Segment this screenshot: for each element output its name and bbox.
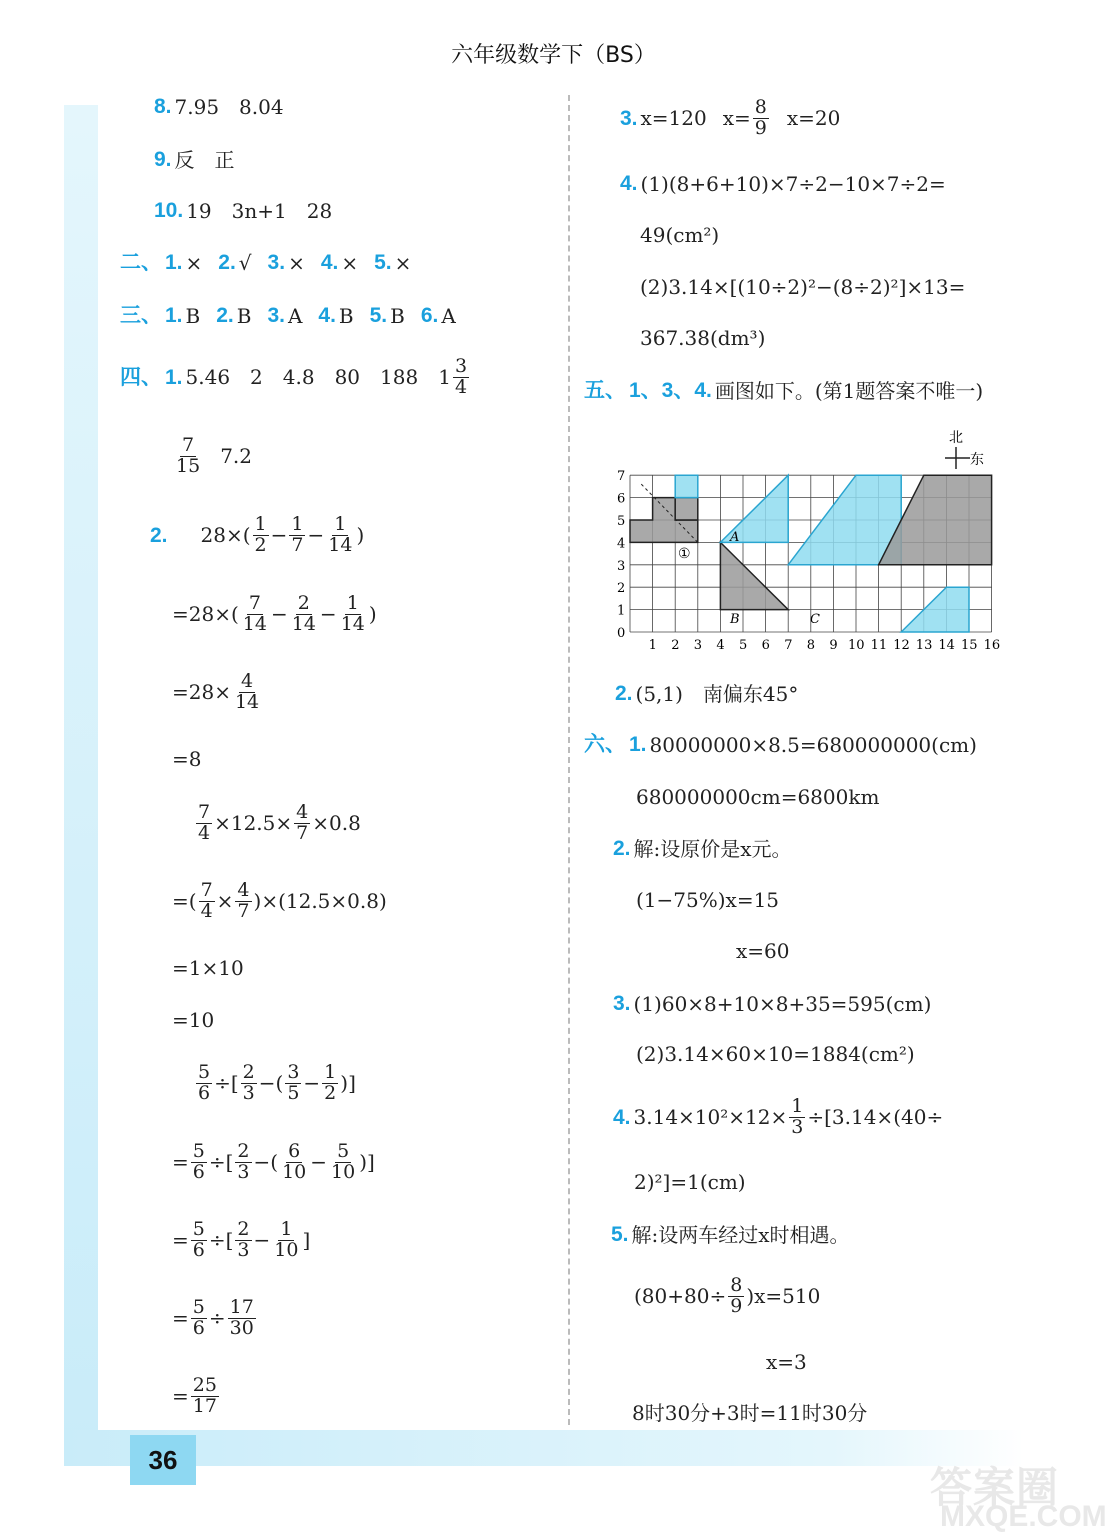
x-label: 11 — [870, 638, 888, 653]
answer-9: 9. 反 正 — [154, 147, 235, 172]
x-axis-labels — [649, 638, 1001, 653]
y-label: 5 — [617, 514, 626, 529]
y-label: 0 — [617, 626, 626, 641]
section-6-q4b: 2)²]=1(cm) — [634, 1170, 746, 1194]
y-label: 7 — [617, 469, 626, 485]
column-divider — [568, 95, 570, 1425]
bottom-decoration — [64, 1430, 1024, 1466]
calc-line-3: =28× $\frac{4}{14}$ — [172, 670, 260, 713]
calc-line-8: =10 — [172, 1008, 215, 1032]
compass-east: 东 — [970, 452, 984, 468]
calc-line-6: =( $\frac{7}{4}$ × $\frac{4}{7}$ )×(12.5×0.8) — [172, 879, 387, 922]
section-6-q2: 2. 解:设原价是x元。 — [613, 836, 792, 861]
x-label: 13 — [915, 638, 933, 653]
section-5: 五、 1、3、4. 画图如下。(第1题答案不唯一) — [584, 378, 984, 403]
r-answer-4d: 367.38(dm³) — [640, 326, 766, 350]
x-label: 4 — [716, 638, 725, 653]
watermark-cn: 答案圈 — [930, 1464, 1060, 1511]
page-number: 36 — [130, 1435, 196, 1485]
section-6-q5d: 8时30分+3时=11时30分 — [632, 1401, 868, 1425]
r-section-5-q2: 2. (5,1) 南偏东45° — [615, 681, 799, 706]
x-label: 14 — [938, 638, 955, 653]
point-c-label: C — [810, 612, 820, 627]
calc-line-7: =1×10 — [172, 956, 244, 980]
point-a-label: A — [730, 530, 740, 545]
section-6-q3b: (2)3.14×60×10=1884(cm²) — [636, 1042, 915, 1066]
y-label: 2 — [617, 581, 626, 597]
section-6-q2b: (1−75%)x=15 — [636, 888, 780, 912]
x-label: 12 — [893, 638, 910, 653]
answer-10: 10. 19 3n+1 28 — [154, 198, 333, 223]
shape-1-rotated — [675, 475, 698, 497]
r-answer-4b: 49(cm²) — [640, 223, 720, 247]
calc-line-5: $\frac{7}{4}$ ×12.5× $\frac{4}{7}$ ×0.8 — [198, 801, 361, 844]
x-label: 2 — [671, 638, 680, 653]
section-6-q2c: x=60 — [736, 939, 790, 963]
section-4-q1: 四、 1. 5.46 2 4.8 80 188 1 $\frac{3}{4}$ — [120, 355, 468, 398]
section-6-q5c: x=3 — [766, 1350, 807, 1374]
section-6-q5: 5. 解:设两车经过x时相遇。 — [611, 1222, 850, 1247]
section-4-q1-cont: $\frac{7}{15}$ 7.2 — [176, 434, 252, 477]
y-label: 6 — [617, 491, 626, 507]
section-2: 二、 1. × 2. √ 3. × 4. × 5. × — [120, 250, 412, 275]
y-label: 4 — [617, 536, 626, 552]
x-label: 5 — [739, 638, 748, 653]
section-6-q4: 4. 3.14×10²×12× $\frac{1}{3}$ ÷[3.14×(40÷ — [613, 1095, 944, 1138]
answer-8: 8. 7.95 8.04 — [154, 94, 284, 119]
point-b-label: B — [730, 612, 740, 627]
section-6-q3: 3. (1)60×8+10×8+35=595(cm) — [613, 991, 932, 1016]
calc-line-13: = $\frac{25}{17}$ — [172, 1374, 217, 1417]
section-6-q1b: 680000000cm=6800km — [636, 785, 880, 809]
side-decoration — [64, 105, 98, 1445]
calc-line-4: =8 — [172, 747, 202, 771]
page-header: 六年级数学下（BS） — [451, 43, 656, 68]
compass-north: 北 — [949, 430, 963, 446]
x-label: 8 — [806, 638, 816, 653]
calc-line-10: = $\frac{5}{6}$ ÷[ $\frac{2}{3}$ −( $\frac{6}{10}$ − $\frac{5}{10}$ )] — [172, 1140, 375, 1183]
r-answer-3: 3. x=120 x= $\frac{8}{9}$ x=20 — [620, 96, 841, 139]
x-label: 7 — [784, 638, 793, 653]
x-label: 6 — [761, 638, 770, 653]
calc-line-1: 2. 28×( $\frac{1}{2}$ − $\frac{1}{7}$ − $\frac{1}{14}$ ) — [150, 513, 365, 556]
watermark-url: MXQE.COM — [940, 1500, 1107, 1533]
y-label: 1 — [617, 603, 626, 619]
y-label: 3 — [617, 558, 626, 574]
y-axis-labels — [617, 469, 625, 641]
calc-line-9: $\frac{5}{6}$ ÷[ $\frac{2}{3}$ −( $\frac{3}{5}$ − $\frac{1}{2}$ )] — [198, 1061, 356, 1104]
shape-1-top — [675, 498, 698, 520]
section-6-q5b: (80+80÷ $\frac{8}{9}$ )x=510 — [634, 1274, 821, 1317]
calc-line-12: = $\frac{5}{6}$ ÷ $\frac{17}{30}$ — [172, 1296, 254, 1339]
section-6-q1: 六、 1. 80000000×8.5=680000000(cm) — [584, 732, 977, 757]
calc-line-2: =28×( $\frac{7}{14}$ − $\frac{2}{14}$ − $\frac{1}{14}$ ) — [172, 592, 377, 635]
x-label: 15 — [961, 638, 978, 653]
triangle-abc — [720, 542, 788, 609]
x-label: 3 — [693, 638, 703, 653]
x-label: 9 — [829, 638, 838, 653]
grid-figure — [600, 425, 1010, 660]
r-answer-4a: 4. (1)(8+6+10)×7÷2−10×7÷2= — [620, 171, 946, 196]
calc-line-11: = $\frac{5}{6}$ ÷[ $\frac{2}{3}$ − $\frac{1}{10}$ ] — [172, 1218, 311, 1261]
x-label: 10 — [848, 638, 865, 653]
x-label: 16 — [983, 638, 1001, 653]
x-label: 1 — [648, 638, 657, 653]
shape-1-label: ① — [678, 546, 691, 562]
section-3: 三、 1. B 2. B 3. A 4. B 5. B 6. A — [120, 303, 456, 328]
r-answer-4c: (2)3.14×[(10÷2)²−(8÷2)²]×13= — [640, 275, 966, 299]
